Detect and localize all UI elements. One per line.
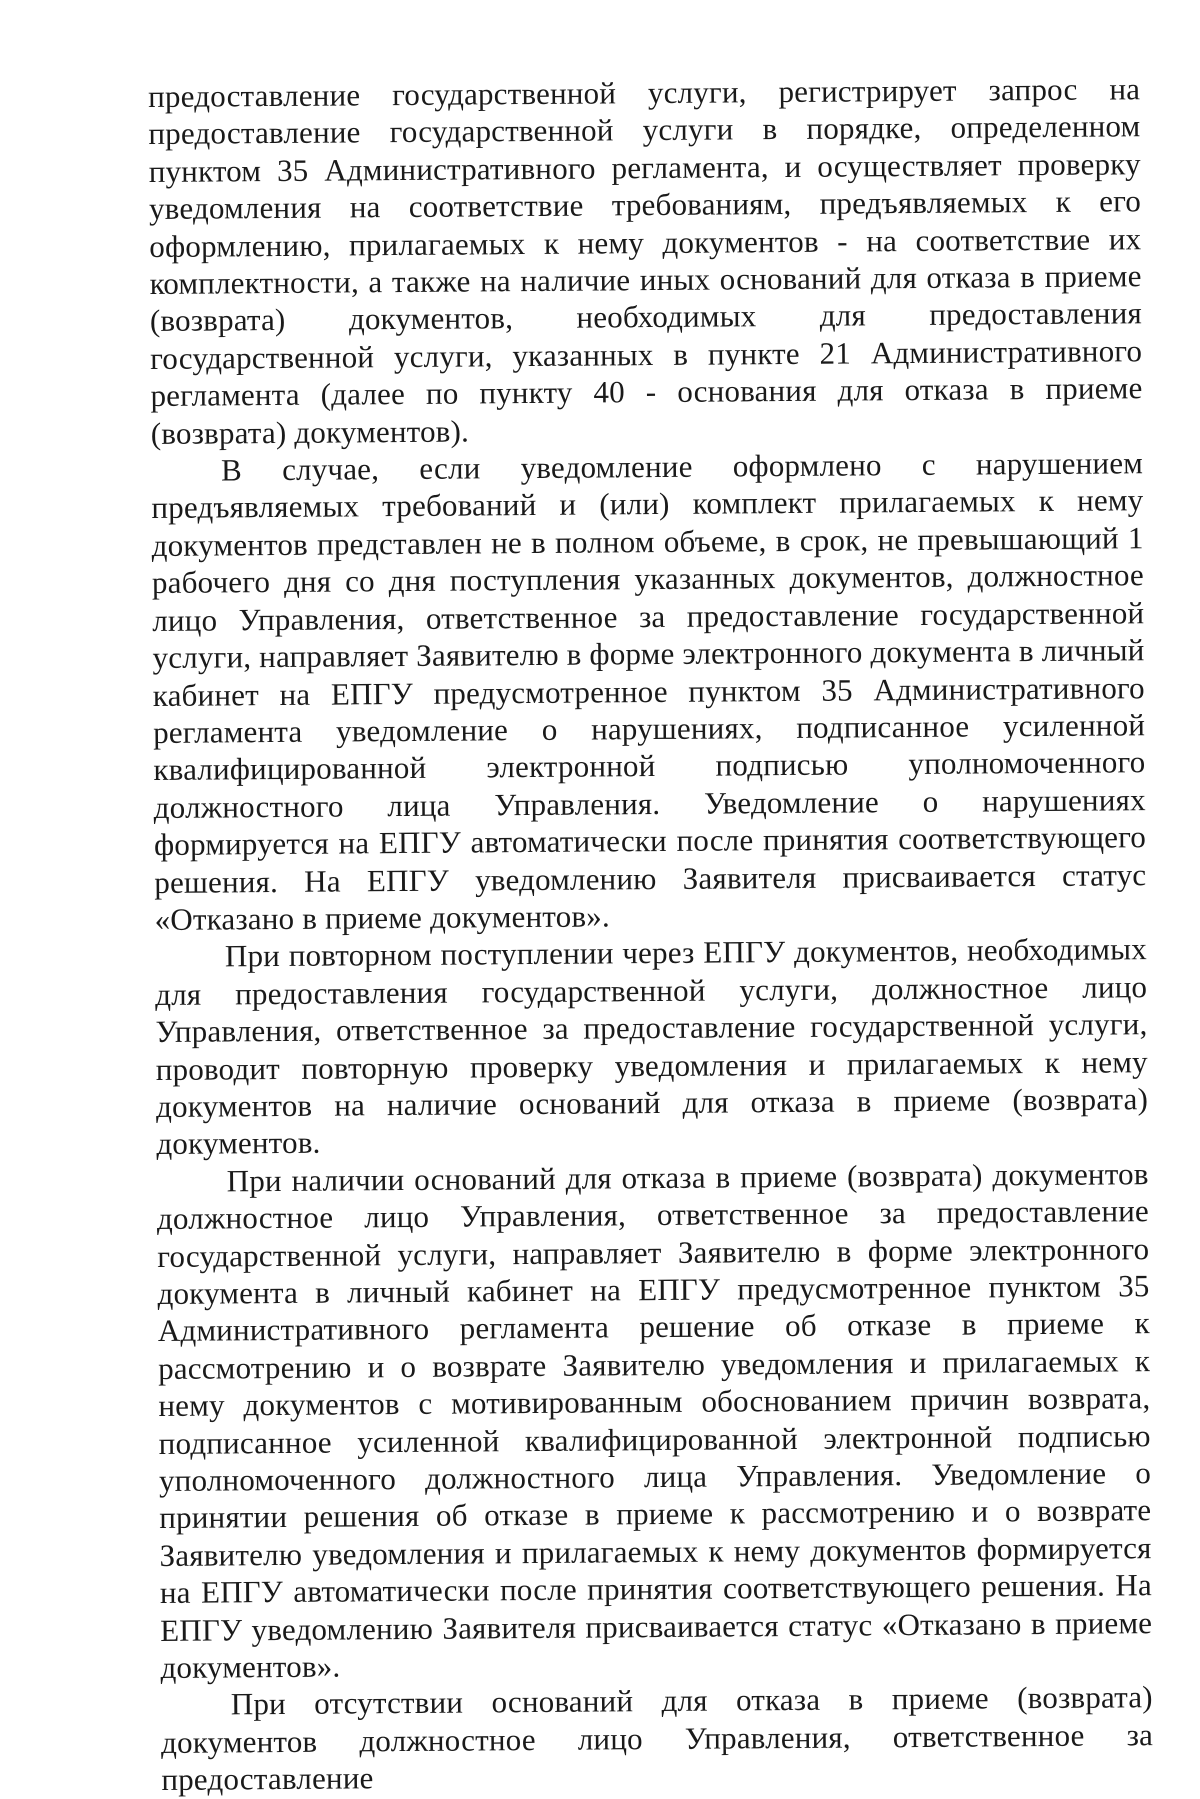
paragraph-repeat-submission: При повторном поступлении через ЕПГУ документов, необходимых для предоставления государственной услуги, должностное лицо Управления, ответственное за предоставление государственной услуги, проводит повторную проверку уведомления и прилагаемых к нему документов на наличие оснований для отказа в приеме (возврата) документов. [155,931,1149,1162]
paragraph-violation-notice: В случае, если уведомление оформлено с нарушением предъявляемых требований и (или) комплект прилагаемых к нему документов представлен не в полном объеме, в срок, не превышающий 1 рабочего дня со дня поступления указанных документов, должностное лицо Управления, ответственное за предоставление государственной услуги, направляет Заявителю в форме электронного документа в личный кабинет на ЕПГУ предусмотренное пунктом 35 Административного регламента уведомление о нарушениях, подписанное усиленной квалифицированной электронной подписью уполномоченного должностного лица Управления. Уведомление о нарушениях формируется на ЕПГУ автоматически после принятия соответствующего решения. На ЕПГУ уведомлению Заявителя присваивается статус «Отказано в приеме документов». [151,445,1147,937]
document-body [148,70,1153,1798]
paragraph-no-refusal-grounds: При отсутствии оснований для отказа в приеме (возврата) документов должностное лицо Управления, ответственное за предоставление [160,1679,1154,1798]
paragraph-refusal-grounds: При наличии оснований для отказа в приеме (возврата) документов должностное лицо Управления, ответственное за предоставление государственной услуги, направляет Заявителю в форме электронного документа в личный кабинет на ЕПГУ предусмотренное пунктом 35 Административного регламента решение об отказе в приеме к рассмотрению и о возврате Заявителю уведомления и прилагаемых к нему документов с мотивированным обоснованием причин возврата, подписанное усиленной квалифицированной электронной подписью уполномоченного должностного лица Управления. Уведомление о принятии решения об отказе в приеме к рассмотрению и о возврате Заявителю уведомления и прилагаемых к нему документов формируется на ЕПГУ автоматически после принятия соответствующего решения. На ЕПГУ уведомлению Заявителя присваивается статус «Отказано в приеме документов». [156,1155,1153,1686]
paragraph-continuation: предоставление государственной услуги, регистрирует запрос на предоставление государственной услуги в порядке, определенном пунктом 35 Административного регламента, и осуществляет проверку уведомления на соответствие требованиям, предъявляемых к его оформлению, прилагаемых к нему документов - на соответствие их комплектности, а также на наличие иных оснований для отказа в приеме (возврата) документов, необходимых для предоставления государственной услуги, указанных в пункте 21 Административного регламента (далее по пункту 40 - основания для отказа в приеме (возврата) документов). [148,71,1143,451]
